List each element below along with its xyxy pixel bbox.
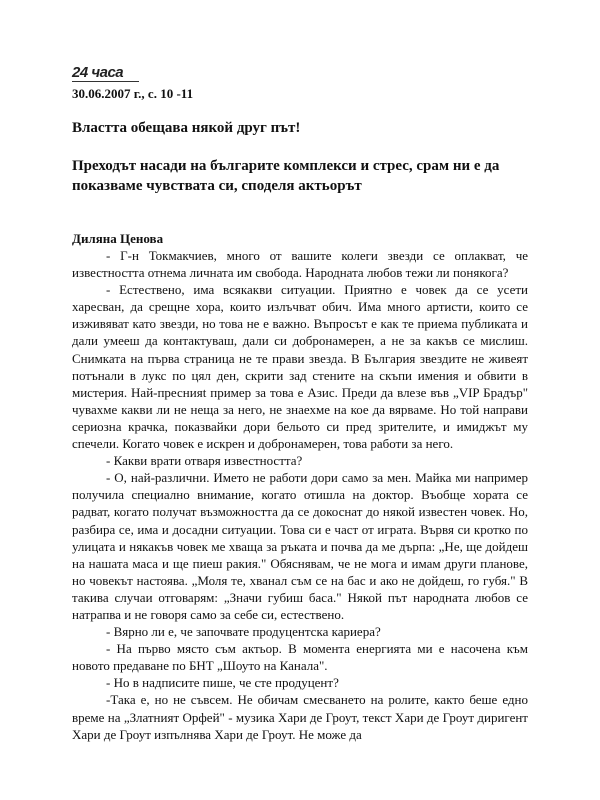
- paragraph-answer-1: - Естествено, има всякакви ситуации. Приятно е човек да се усети харесван, да срещне хора, които излъчват обич. Има много артисти, които се изживяват като звезди, но това не е важно. Въпросът е как те приема публиката и дали умееш да контактуваш, дали си добронамерен, а не за какъв се мислиш. Снимката на първа страница не те прави звезда. В България звездите не живеят потънали в лукс по цял ден, скрити зад стените на скъпи имения и обвити в мистерия. Най-преснияt пример за това е Азис. Преди да влезе във „VIP Брадър" чувахме какви ли не неща за него, не знаехме на кое да вярваме. Но той направи сериозна крачка, показвайки дори бельото си пред зрителите, и имиджът му спечели. Когато човек е искрен и добронамерен, това работи за него.: [72, 282, 528, 452]
- paragraph-question-2: - Какви врати отваря известността?: [106, 453, 303, 469]
- newspaper-logo: 24 часа: [72, 65, 139, 82]
- paragraph-question-1: - Г-н Токмакчиев, много от вашите колеги звезди се оплакват, че известността отнема личната им свобода. Народната любов тежи ли понякога?: [72, 248, 528, 281]
- article-body: [72, 247, 528, 743]
- paragraph-question-3: - Вярно ли е, че започвате продуцентска кариера?: [106, 624, 381, 640]
- subheadline: Преходът насади на българите комплекси и стрес, срам ни е да показваме чувствата си, споделя актьорът: [72, 158, 500, 194]
- headline: Властта обещава някой друг път!: [72, 120, 301, 136]
- paragraph-answer-3: - На първо място съм актьор. В момента енергията ми е насочена към новото предаване по БНТ „Шоуто на Канала".: [72, 641, 528, 674]
- paragraph-answer-4: -Така е, но не съвсем. Не обичам смесването на ролите, както беше едно време на „Златният Орфей" - музика Хари де Гроут, текст Хари де Гроут диригент Хари де Гроут изпълнява Хари де Гроут. Не може да: [72, 692, 528, 742]
- paragraph-question-4: - Но в надписите пише, че сте продуцент?: [106, 675, 339, 691]
- author-byline: Диляна Ценова: [72, 231, 164, 246]
- masthead: [72, 64, 528, 86]
- paragraph-answer-2: - О, най-различни. Името не работи дори само за мен. Майка ми например получила специално внимание, когато отишла на доктор. Въобще хората се радват, когато получат възможността да се докоснат до някой известен човек. Но, разбира се, има и досадни ситуации. Това си е част от играта. Вървя си кротко по улицата и някакъв човек ме хваща за ръката и почва да ме дърпа: „Не, ще дойдеш на нашата маса и ще пиеш ракия." Обяснявам, че не мога и имам други планове, но човекът настоява. „Моля те, хванал съм се на бас и ако не дойдеш, го губя." В такива случаи отговарям: „Значи губиш баса." Някой път народната любов се натрапва и не говоря само за себе си, естествено.: [72, 470, 528, 622]
- dateline: 30.06.2007 г., с. 10 -11: [72, 86, 194, 101]
- article-page: [72, 64, 528, 743]
